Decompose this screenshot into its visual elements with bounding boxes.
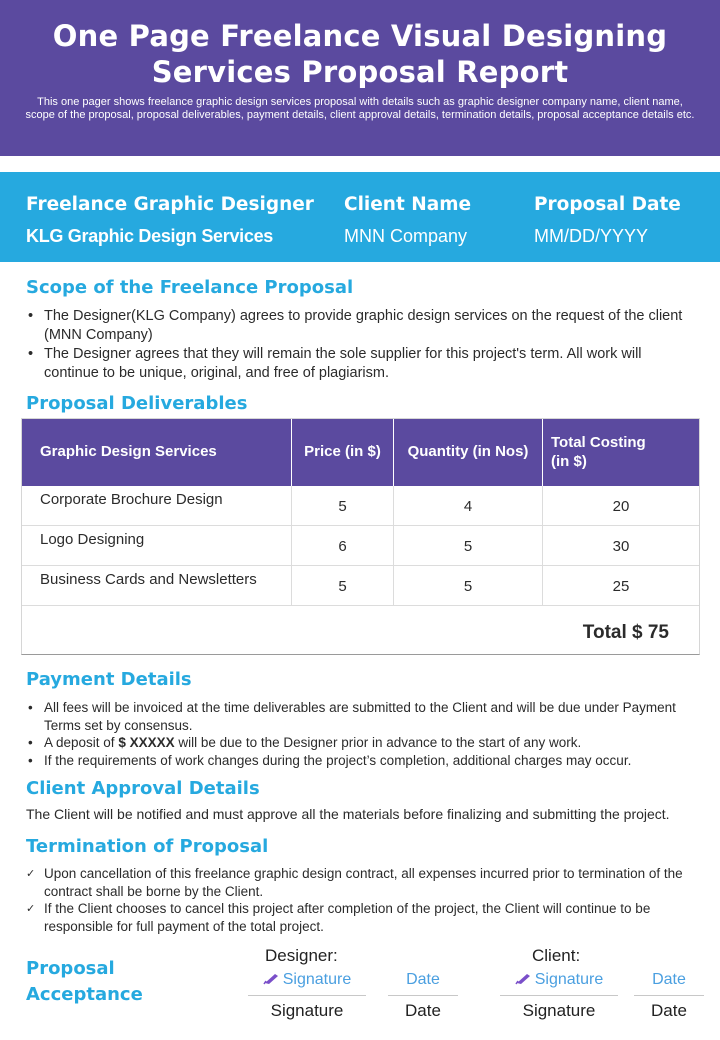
column-header-service: Graphic Design Services [22, 419, 292, 486]
total-cell: 25 [612, 578, 630, 595]
column-header-price: Price (in $) [292, 419, 394, 486]
header-banner [0, 0, 720, 156]
total-cell: 20 [612, 498, 630, 515]
total-cell: 30 [612, 538, 630, 555]
designer-signature-field[interactable] [248, 971, 366, 1021]
service-cell: Logo Designing [40, 531, 145, 548]
deposit-amount: $ XXXXX [118, 735, 175, 750]
list-item: • All fees will be invoiced at the time deliverables are submitted to the Client and will be due under Payment Terms set by consensus. [26, 699, 706, 734]
table-row [22, 526, 699, 566]
price-cell: 5 [338, 578, 347, 595]
deliverables-heading: Proposal Deliverables [26, 393, 248, 414]
table-row [22, 486, 699, 526]
column-header-quantity: Quantity (in Nos) [394, 419, 543, 486]
client-date-field[interactable] [634, 971, 704, 1021]
list-item: ✓ If the Client chooses to cancel this project after completion of the project, the Client will continue to be responsible for full payment of the total project. [26, 900, 706, 935]
list-item: ✓ Upon cancellation of this freelance graphic design contract, all expenses incurred prior to termination of the contract shall be borne by the Client. [26, 865, 706, 900]
deliverables-table [21, 418, 700, 655]
list-item: • A deposit of $ XXXXX will be due to the Designer prior in advance to the start of any work. [26, 734, 706, 752]
quantity-cell: 4 [463, 498, 473, 515]
service-cell: Corporate Brochure Design [40, 491, 223, 508]
price-cell: 6 [338, 538, 347, 555]
designer-value: KLG Graphic Design Services [26, 226, 273, 246]
grand-total: Total $ 75 [582, 622, 669, 643]
date-label: Date [651, 1001, 687, 1020]
signature-label: Signature [522, 1001, 596, 1020]
signature-placeholder: Signature [282, 971, 352, 988]
service-cell: Business Cards and Newsletters [40, 571, 257, 588]
table-row [22, 566, 699, 606]
designer-label: Freelance Graphic Designer [26, 194, 314, 215]
pen-icon [515, 971, 533, 985]
quantity-cell: 5 [463, 578, 473, 595]
payment-heading: Payment Details [26, 669, 192, 690]
scope-heading: Scope of the Freelance Proposal [26, 277, 354, 298]
date-label: Proposal Date [534, 194, 681, 215]
page-subtitle: This one pager shows freelance graphic design services proposal with details such as graphic designer company name, client name, scope of the proposal, proposal deliverables, payment details, client approval details, termination details, proposal acceptance details etc. [25, 96, 695, 121]
column-header-total: Total Costing (in $) [551, 434, 646, 470]
pen-icon [263, 971, 281, 985]
termination-list [26, 865, 706, 935]
client-label: Client Name [344, 194, 472, 215]
list-item: • If the requirements of work changes during the project’s completion, additional charges may occur. [26, 752, 706, 770]
quantity-cell: 5 [463, 538, 473, 555]
payment-list [26, 699, 706, 769]
page-title: One Page Freelance Visual Designing Services Proposal Report [52, 19, 668, 89]
approval-heading: Client Approval Details [26, 778, 260, 799]
designer-heading: Designer: [265, 946, 338, 965]
price-cell: 5 [338, 498, 347, 515]
list-item: • The Designer agrees that they will remain the sole supplier for this project's term. All work will continue to be unique, original, and free of plagiarism. [26, 345, 686, 383]
client-signature-field[interactable] [500, 971, 618, 1021]
table-header [22, 419, 699, 486]
acceptance-heading: Proposal Acceptance [26, 958, 143, 1005]
designer-date-field[interactable] [388, 971, 458, 1021]
signature-placeholder: Signature [534, 971, 604, 988]
date-label: Date [405, 1001, 441, 1020]
date-value: MM/DD/YYYY [534, 226, 649, 246]
signature-label: Signature [270, 1001, 344, 1020]
date-placeholder: Date [652, 971, 686, 988]
scope-list [26, 307, 686, 383]
date-placeholder: Date [406, 971, 440, 988]
client-heading: Client: [532, 946, 581, 965]
list-item: • The Designer(KLG Company) agrees to provide graphic design services on the request of the client (MNN Company) [26, 307, 686, 345]
approval-text: The Client will be notified and must approve all the materials before finalizing and submitting the project. [26, 806, 670, 822]
client-value: MNN Company [344, 226, 468, 246]
info-bar [0, 172, 720, 262]
termination-heading: Termination of Proposal [26, 836, 269, 857]
